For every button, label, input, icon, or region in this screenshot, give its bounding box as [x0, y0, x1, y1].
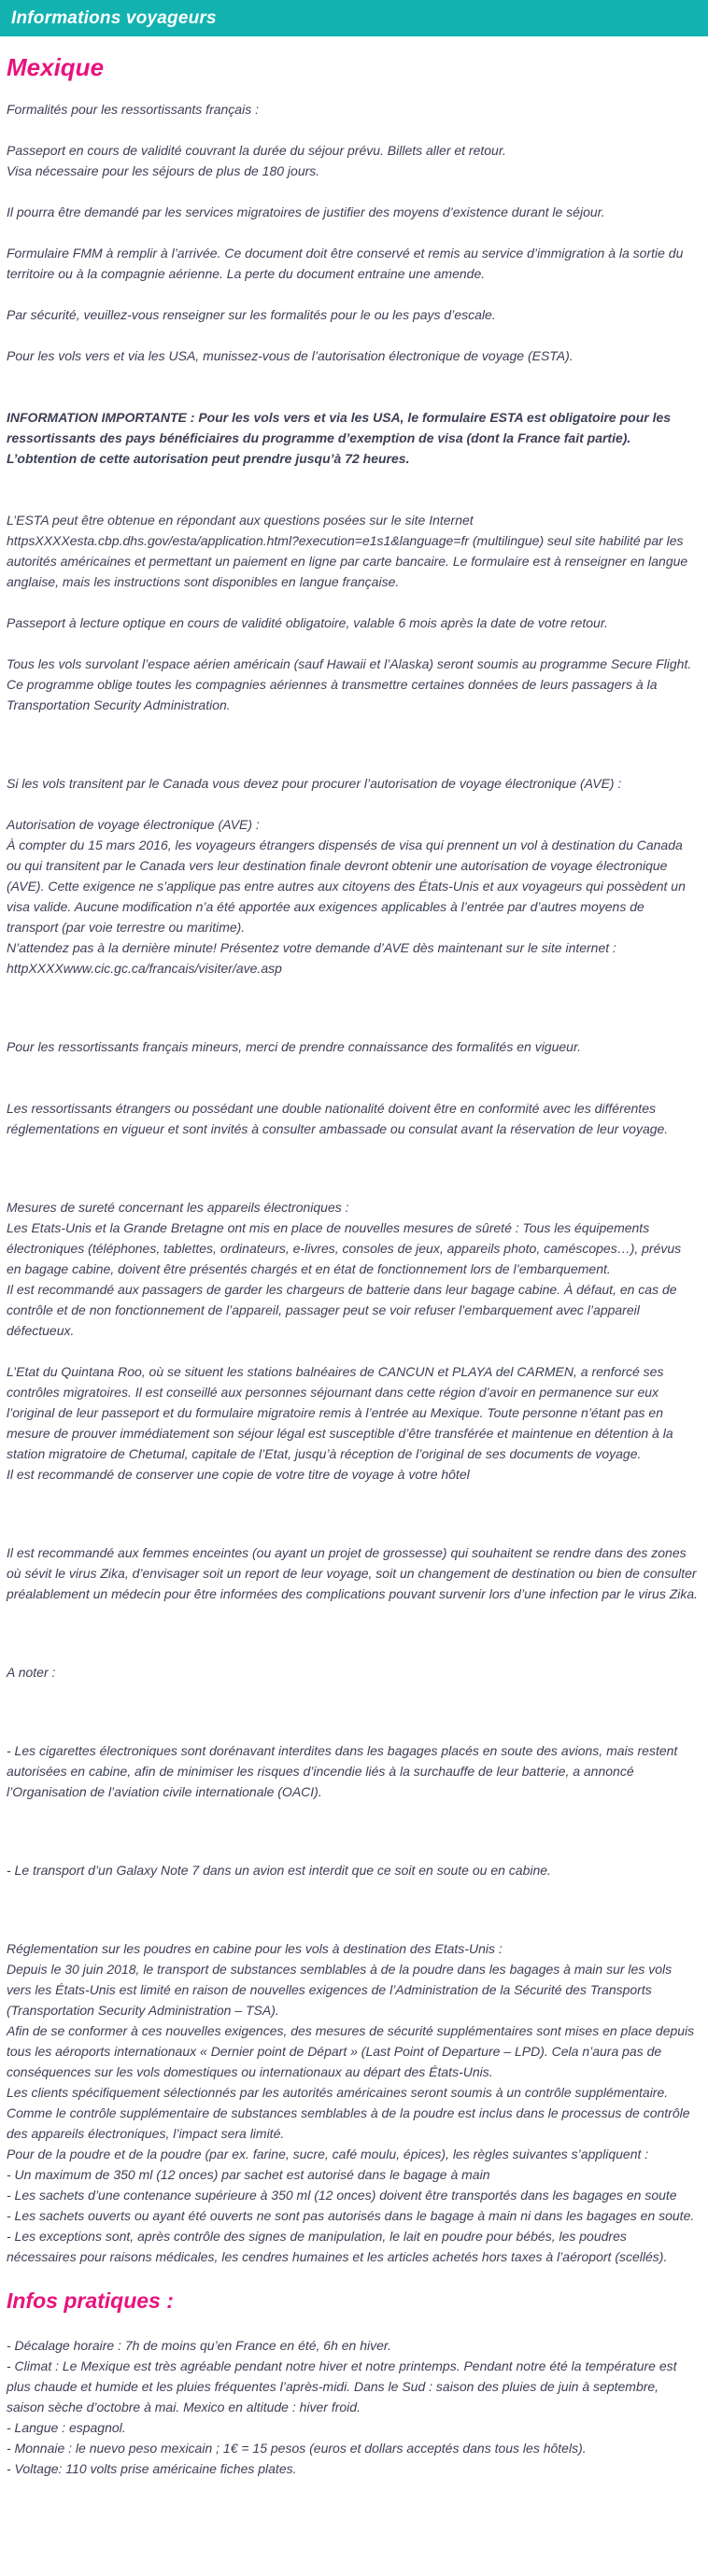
paragraph: Les ressortissants étrangers ou possédant une double nationalité doivent être en conformité avec les différentes réglementations en vigueur et sont invités à consulter ambassade ou consulat avant la réservation de leur voyage.: [7, 1101, 669, 1137]
paragraph: Tous les vols survolant l’espace aérien américain (sauf Hawaii et l’Alaska) seront soumis au programme Secure Flight. Ce programme oblige toutes les compagnies aériennes à transmettre certaines données de leurs passagers à la Transportation Security Administration.: [7, 656, 692, 713]
paragraph: L’ESTA peut être obtenue en répondant aux questions posées sur le site Internet httpsXXXXesta.cbp.dhs.gov/esta/application.html?execution=e1s1&language=fr (multilingue) seul site habilité par les autorités américaines et permettant un paiement en ligne par carte bancaire. Le formulaire est à renseigner en langue anglaise, mais les instructions sont disponibles en langue française.: [7, 513, 688, 590]
infos-pratiques-list: - Décalage horaire : 7h de moins qu’en France en été, 6h en hiver. - Climat : Le Mexique est très agréable pendant notre hiver et notre printemps. Pendant notre été la température est plus chaude et humide et les pluies fréquentes l’après-midi. Dans le Sud : saison des pluies de juin à septembre, saison sèche d’octobre à mai. Mexico en altitude : hiver froid. - Langue : espagnol. - Monnaie : le nuevo peso mexicain ; 1€ = 15 pesos (euros et dollars acceptés dans tous les hôtels). - Voltage: 110 volts prise américaine fiches plates.: [7, 2337, 677, 2476]
infos-pratiques-heading: Infos pratiques :: [7, 2288, 174, 2314]
paragraph: Réglementation sur les poudres en cabine pour les vols à destination des Etats-Unis : Depuis le 30 juin 2018, le transport de substances semblables à de la poudre dans les bagages à main sur les vols vers les États-Unis est limité en raison de nouvelles exigences de l’Administration de la Sécurité des Transports (Transportation Security Administration – TSA). Afin de se conformer à ces nouvelles exigences, des mesures de sécurité supplémentaires sont mises en place depuis tous les aéroports internationaux « Dernier point de Départ » (Last Point of Departure – LPD). Cela n’aura pas de conséquences sur les vols domestiques ou internationaux au départ des États-Unis. Les clients spécifiquement sélectionnés par les autorités américaines seront soumis à un contrôle supplémentaire. Comme le contrôle supplémentaire de substances semblables à de la poudre est inclus dans le processus de contrôle des appareils électroniques, l’impact sera limité. Pour de la poudre et de la poudre (par ex. farine, sucre, café moulu, épices), les règles suivantes s’appliquent : - Un maximum de 350 ml (12 onces) par sachet est autorisé dans le bagage à main - Les sachets d’une contenance supérieure à 350 ml (12 onces) doivent être transportés dans les bagages en soute - Les sachets ouverts ou ayant été ouverts ne sont pas autorisés dans le bagage à main ni dans les bagages en soute. - Les exceptions sont, après contrôle des signes de manipulation, le lait en poudre pour bébés, les poudres nécessaires pour raisons médicales, les cendres humaines et les articles achetés hors taxes à l’aéroport (scellés).: [7, 1941, 695, 2265]
paragraph: Il est recommandé aux femmes enceintes (ou ayant un projet de grossesse) qui souhaitent se rendre dans des zones où sévit le virus Zika, d’envisager soit un report de leur voyage, soit un changement de destination ou bien de consulter préalablement un médecin pour être informées des complications pouvant survenir lors d’une infection par le virus Zika.: [7, 1545, 699, 1602]
paragraph: Si les vols transitent par le Canada vous devez pour procurer l’autorisation de voyage électronique (AVE) :: [7, 776, 622, 792]
banner-title: Informations voyageurs: [11, 7, 217, 28]
paragraph: Autorisation de voyage électronique (AVE) : À compter du 15 mars 2016, les voyageurs étrangers dispensés de visa qui prennent un vol à destination du Canada ou qui transitent par le Canada vers leur destination finale devront obtenir une autorisation de voyage électronique (AVE). Cette exigence ne s’applique pas entre autres aux citoyens des États-Unis et aux voyageurs qui possèdent un visa valide. Aucune modification n’a été apportée aux exigences applicables à l’entrée par d’autres moyens de transport (par voie terrestre ou maritime). N’attendez pas à la dernière minute! Présentez votre demande d’AVE dès maintenant sur le site internet : httpXXXXwww.cic.gc.ca/francais/visiter/ave.asp: [7, 817, 686, 977]
paragraph: Pour les ressortissants français mineurs, merci de prendre connaissance des formalités en vigueur.: [7, 1039, 581, 1055]
country-title: Mexique: [7, 53, 105, 81]
paragraph: Par sécurité, veuillez-vous renseigner sur les formalités pour le ou les pays d’escale.: [7, 307, 496, 323]
paragraph: Formulaire FMM à remplir à l’arrivée. Ce document doit être conservé et remis au service d’immigration à la sortie du territoire ou à la compagnie aérienne. La perte du document entraine une amende.: [7, 246, 684, 282]
paragraph: Il pourra être demandé par les services migratoires de justifier des moyens d’existence durant le séjour.: [7, 204, 605, 220]
paragraph: - Le transport d’un Galaxy Note 7 dans un avion est interdit que ce soit en soute ou en cabine.: [7, 1863, 551, 1879]
paragraph: - Les cigarettes électroniques sont dorénavant interdites dans les bagages placés en soute des avions, mais restent autorisées en cabine, afin de minimiser les risques d’incendie liés à la surchauffe de leur batterie, a annoncé l’Organisation de l’aviation civile internationale (OACI).: [7, 1743, 678, 1800]
content-area: [0, 36, 708, 2516]
a-noter-heading: A noter :: [7, 1665, 56, 1681]
paragraph: L’Etat du Quintana Roo, où se situent les stations balnéaires de CANCUN et PLAYA del CARMEN, a renforcé ses contrôles migratoires. Il est conseillé aux personnes séjournant dans cette région d’avoir en permanence sur eux l’original de leur passeport et du formulaire migratoire remis à l’entrée au Mexique. Toute personne n’étant pas en mesure de prouver immédiatement son séjour légal est susceptible d’être transférée et maintenue en détention à la station migratoire de Chetumal, capitale de l’Etat, jusqu’à réception de l’original de ses documents de voyage. Il est recommandé de conserver une copie de votre titre de voyage à votre hôtel: [7, 1364, 673, 1483]
formalites-heading: Formalités pour les ressortissants français :: [7, 102, 259, 118]
page-banner: [0, 0, 708, 36]
paragraph: Passeport à lecture optique en cours de validité obligatoire, valable 6 mois après la date de votre retour.: [7, 615, 608, 631]
paragraph: Mesures de sureté concernant les appareils électroniques : Les Etats-Unis et la Grande Bretagne ont mis en place de nouvelles mesures de sûreté : Tous les équipements électroniques (téléphones, tablettes, ordinateurs, e-livres, consoles de jeux, appareils photo, caméscopes…), prévus en bagage cabine, doivent être présentés chargés et en état de fonctionnement lors de l’embarquement. Il est recommandé aux passagers de garder les chargeurs de batterie dans leur bagage cabine. À défaut, en cas de contrôle et de non fonctionnement de l’appareil, passager peut se voir refuser l’embarquement avec l’appareil défectueux.: [7, 1200, 682, 1339]
paragraph: Pour les vols vers et via les USA, munissez-vous de l’autorisation électronique de voyage (ESTA).: [7, 348, 573, 364]
paragraph: Passeport en cours de validité couvrant la durée du séjour prévu. Billets aller et retour. Visa nécessaire pour les séjours de plus de 180 jours.: [7, 143, 506, 179]
paragraph-list: [7, 99, 699, 2479]
important-information: INFORMATION IMPORTANTE : Pour les vols vers et via les USA, le formulaire ESTA est obligatoire pour les ressortissants des pays bénéficiaires du programme d’exemption de visa (dont la France fait partie). L’obtention de cette autorisation peut prendre jusqu’à 72 heures.: [7, 410, 672, 467]
